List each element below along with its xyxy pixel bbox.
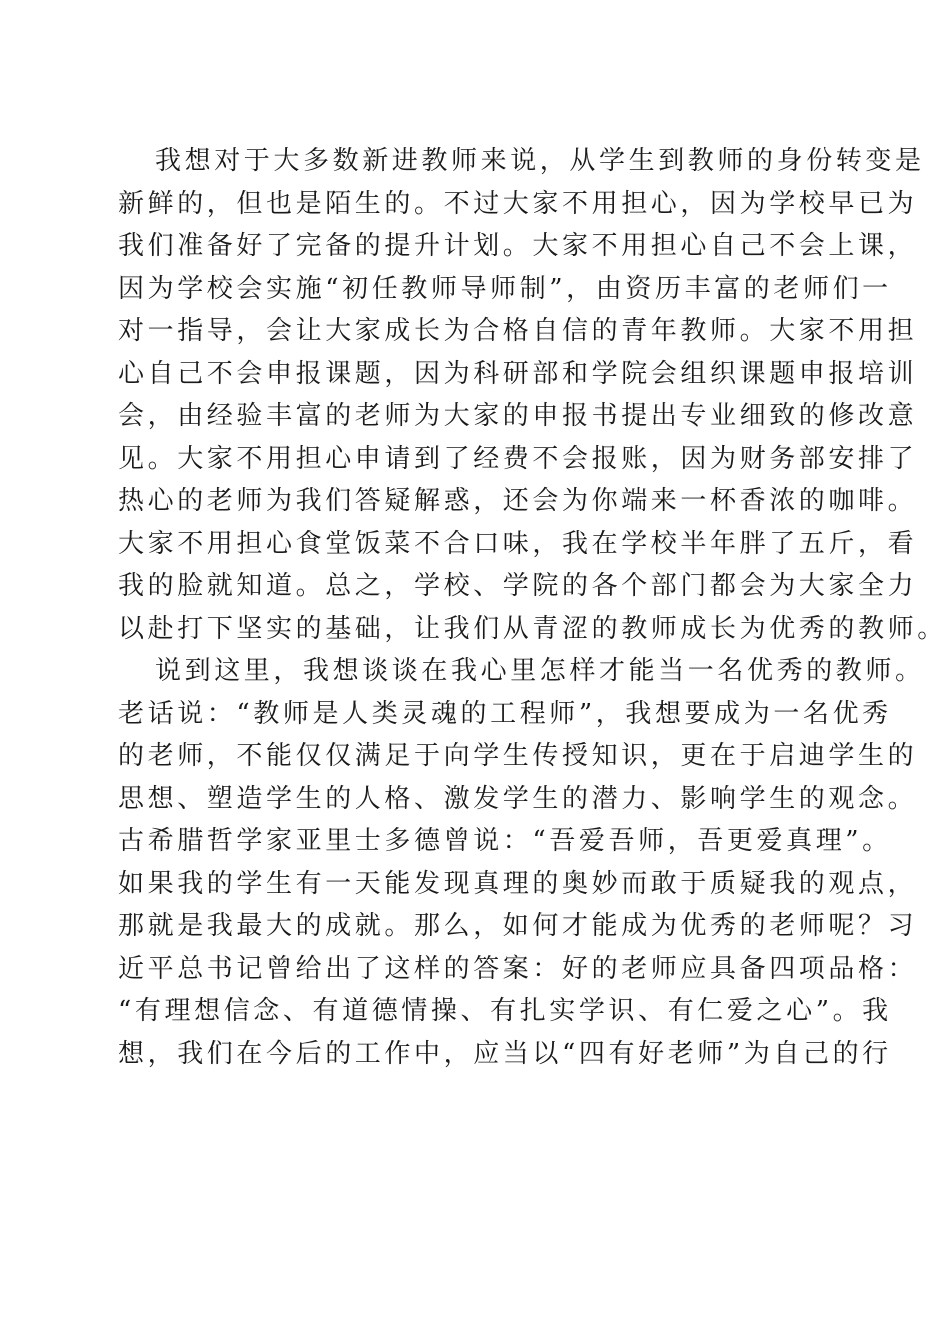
paragraph-2-line-3: 的老师，不能仅仅满足于向学生传授知识，更在于启迪学生的 <box>118 741 918 771</box>
paragraph-1-line-2: 新鲜的，但也是陌生的。不过大家不用担心，因为学校早已为 <box>118 188 918 219</box>
paragraph-2-line-9: “有理想信念、有道德情操、有扎实学识、有仁爱之心”。我 <box>118 996 892 1026</box>
paragraph-2-line-4: 思想、塑造学生的人格、激发学生的潜力、影响学生的观念。 <box>118 783 918 814</box>
paragraph-2-line-8: 近平总书记曾给出了这样的答案：好的老师应具备四项品格： <box>118 953 918 984</box>
paragraph-2-line-10: 想，我们在今后的工作中，应当以“四有好老师”为自己的行 <box>118 1038 892 1069</box>
paragraph-1-line-10: 大家不用担心食堂饭菜不合口味，我在学校半年胖了五斤，看 <box>118 528 918 559</box>
paragraph-1-line-5: 对一指导，会让大家成长为合格自信的青年教师。大家不用担 <box>118 316 918 346</box>
paragraph-2-line-2: 老话说：“教师是人类灵魂的工程师”，我想要成为一名优秀 <box>118 698 892 729</box>
paragraph-1-line-9: 热心的老师为我们答疑解惑，还会为你端来一杯香浓的咖啡。 <box>118 486 918 516</box>
paragraph-1-line-7: 会，由经验丰富的老师为大家的申报书提出专业细致的修改意 <box>118 401 918 431</box>
paragraph-1-line-12: 以赴打下坚实的基础，让我们从青涩的教师成长为优秀的教师。 <box>118 613 947 644</box>
paragraph-1-line-6: 心自己不会申报课题，因为科研部和学院会组织课题申报培训 <box>118 358 918 389</box>
paragraph-1-line-4: 因为学校会实施“初任教师导师制”，由资历丰富的老师们一 <box>118 273 892 304</box>
body-text <box>118 140 947 1075</box>
paragraph-2-line-6: 如果我的学生有一天能发现真理的奥妙而敢于质疑我的观点， <box>118 868 918 899</box>
paragraph-1-line-11: 我的脸就知道。总之，学校、学院的各个部门都会为大家全力 <box>118 571 918 601</box>
paragraph-1-line-8: 见。大家不用担心申请到了经费不会报账，因为财务部安排了 <box>118 443 918 474</box>
paragraph-1-line-3: 我们准备好了完备的提升计划。大家不用担心自己不会上课， <box>118 231 918 261</box>
paragraph-2-line-1: 说到这里，我想谈谈在我心里怎样才能当一名优秀的教师。 <box>155 656 925 686</box>
paragraph-2-line-5: 古希腊哲学家亚里士多德曾说：“吾爱吾师，吾更爱真理”。 <box>118 826 892 856</box>
paragraph-1-line-1: 我想对于大多数新进教师来说，从学生到教师的身份转变是 <box>155 146 925 176</box>
paragraph-2-line-7: 那就是我最大的成就。那么，如何才能成为优秀的老师呢？习 <box>118 911 918 941</box>
